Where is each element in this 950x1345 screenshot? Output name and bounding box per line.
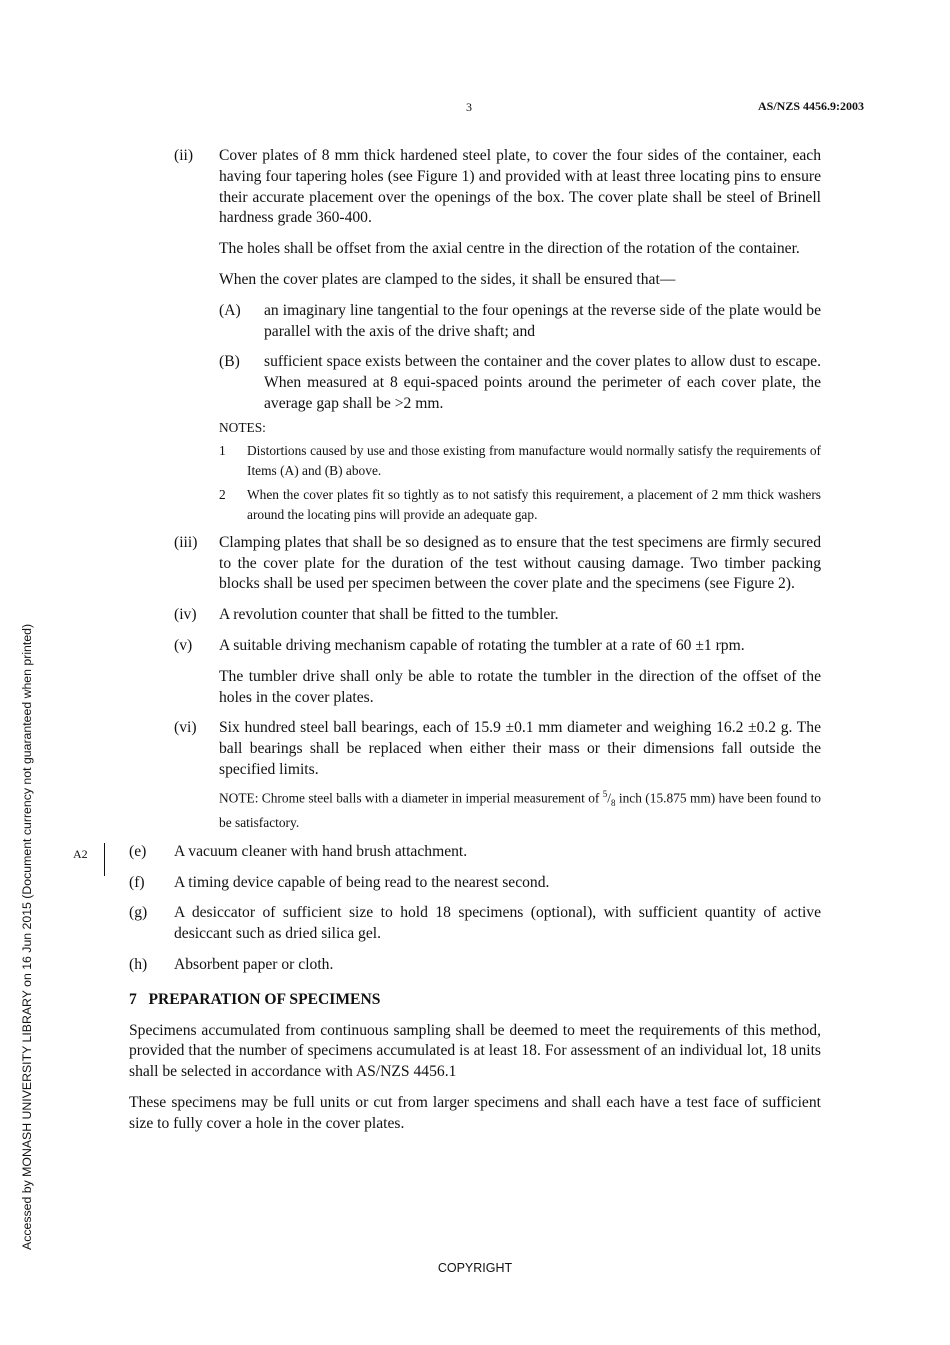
item-g — [129, 903, 821, 945]
item-vi — [129, 718, 821, 780]
item-text: A vacuum cleaner with hand brush attachment. — [174, 842, 468, 860]
item-label: (iv) — [174, 606, 197, 624]
fraction-slash: / — [607, 790, 611, 806]
access-watermark: Accessed by MONASH UNIVERSITY LIBRARY on 16 Jun 2015 (Document currency not guaranteed when printed) — [20, 623, 34, 1250]
item-label: (g) — [129, 904, 148, 922]
item-label: (h) — [129, 956, 148, 974]
fraction-numerator: 5 — [602, 788, 608, 799]
item-text: A revolution counter that shall be fitted to the tumbler. — [219, 606, 559, 624]
item-h — [129, 955, 821, 976]
section-heading: 7 PREPARATION OF SPECIMENS — [129, 990, 381, 1008]
amendment-bar — [104, 843, 105, 876]
subitem-text: an imaginary line tangential to the four openings at the reverse side of the plate would be parallel with the axis of the drive shaft; and — [264, 301, 821, 340]
item-text: A desiccator of sufficient size to hold 18 specimens (optional), with sufficient quantity of active desiccant such as dried silica gel. — [174, 904, 821, 943]
subitem-A — [219, 301, 821, 343]
item-label: (f) — [129, 873, 145, 891]
fraction-denominator: 8 — [610, 797, 616, 808]
item-v — [129, 636, 821, 657]
item-text: Clamping plates that shall be so designed as to ensure that the test specimens are firmly secured to the cover plate for the duration of the test without causing damage. Two timber packing blocks shall be used per specimen between the cover plate and the specimens (see Figure 2). — [219, 533, 821, 593]
item-text: Absorbent paper or cloth. — [174, 956, 334, 974]
copyright-footer: COPYRIGHT — [437, 1261, 513, 1275]
subitem-B — [219, 352, 821, 414]
item-iii — [129, 533, 821, 595]
item-iv — [129, 605, 821, 626]
note-label: 2 — [219, 486, 226, 502]
item-ii — [129, 146, 821, 229]
item-label: (iii) — [174, 533, 198, 551]
item-f — [129, 873, 821, 894]
paragraph: When the cover plates are clamped to the sides, it shall be ensured that— — [219, 270, 676, 288]
item-text: Cover plates of 8 mm thick hardened steel plate, to cover the four sides of the container, each having four tapering holes (see Figure 1) and provided with at least three locating pins to ensure their accurate placement over the openings of the box. The cover plate shall be steel of Brinell hardness grade 360-400. — [219, 147, 821, 227]
paragraph: These specimens may be full units or cut from larger specimens and shall each have a test face of sufficient size to fully cover a hole in the cover plates. — [129, 1094, 821, 1132]
notes-heading: NOTES: — [219, 419, 266, 435]
item-label: (ii) — [174, 147, 194, 164]
item-e — [129, 842, 821, 863]
note-text: When the cover plates fit so tightly as to not satisfy this requirement, a placement of 2 mm thick washers around the locating pins will provide an adequate gap. — [247, 486, 821, 522]
note-1 — [219, 441, 821, 481]
item-label: (vi) — [174, 719, 197, 737]
note-label: 1 — [219, 442, 226, 458]
paragraph: Specimens accumulated from continuous sampling shall be deemed to meet the requirements of this method, provided that the number of specimens accumulated is at least 18. For assessment of an individual lot, 18 units shall be selected in accordance with AS/NZS 4456.1 — [129, 1021, 821, 1081]
item-text: A timing device capable of being read to the nearest second. — [174, 873, 550, 891]
paragraph: The tumbler drive shall only be able to rotate the tumbler in the direction of the offset of the holes in the cover plates. — [219, 667, 821, 706]
item-text: Six hundred steel ball bearings, each of 15.9 ±0.1 mm diameter and weighing 16.2 ±0.2 g. The ball bearings shall be replaced when either their mass or their dimensions fall outside the specified limits. — [219, 719, 821, 778]
standard-number: AS/NZS 4456.9:2003 — [757, 99, 864, 113]
item-text: A suitable driving mechanism capable of rotating the tumbler at a rate of 60 ±1 rpm. — [219, 636, 745, 654]
note-2 — [219, 485, 821, 525]
note-text: Distortions caused by use and those existing from manufacture would normally satisfy the requirements of Items (A) and (B) above. — [247, 442, 821, 478]
note-prefix: NOTE: Chrome steel balls with a diameter in imperial measurement of — [219, 790, 603, 806]
subitem-text: sufficient space exists between the container and the cover plates to allow dust to escape. When measured at 8 equi-spaced points around the perimeter of each cover plate, the average gap shall be >2 mm. — [264, 353, 821, 412]
amendment-marker: A2 — [73, 847, 88, 861]
item-label: (e) — [129, 842, 147, 860]
document-body — [129, 146, 821, 1145]
page-number: 3 — [466, 100, 472, 114]
paragraph: The holes shall be offset from the axial centre in the direction of the rotation of the container. — [219, 240, 800, 258]
note-chrome-balls — [219, 785, 821, 832]
item-label: (v) — [174, 636, 193, 654]
subitem-label: (B) — [219, 353, 240, 371]
note-suffix: inch (15.875 mm) have been found to be satisfactory. — [219, 790, 821, 830]
subitem-label: (A) — [219, 301, 241, 319]
